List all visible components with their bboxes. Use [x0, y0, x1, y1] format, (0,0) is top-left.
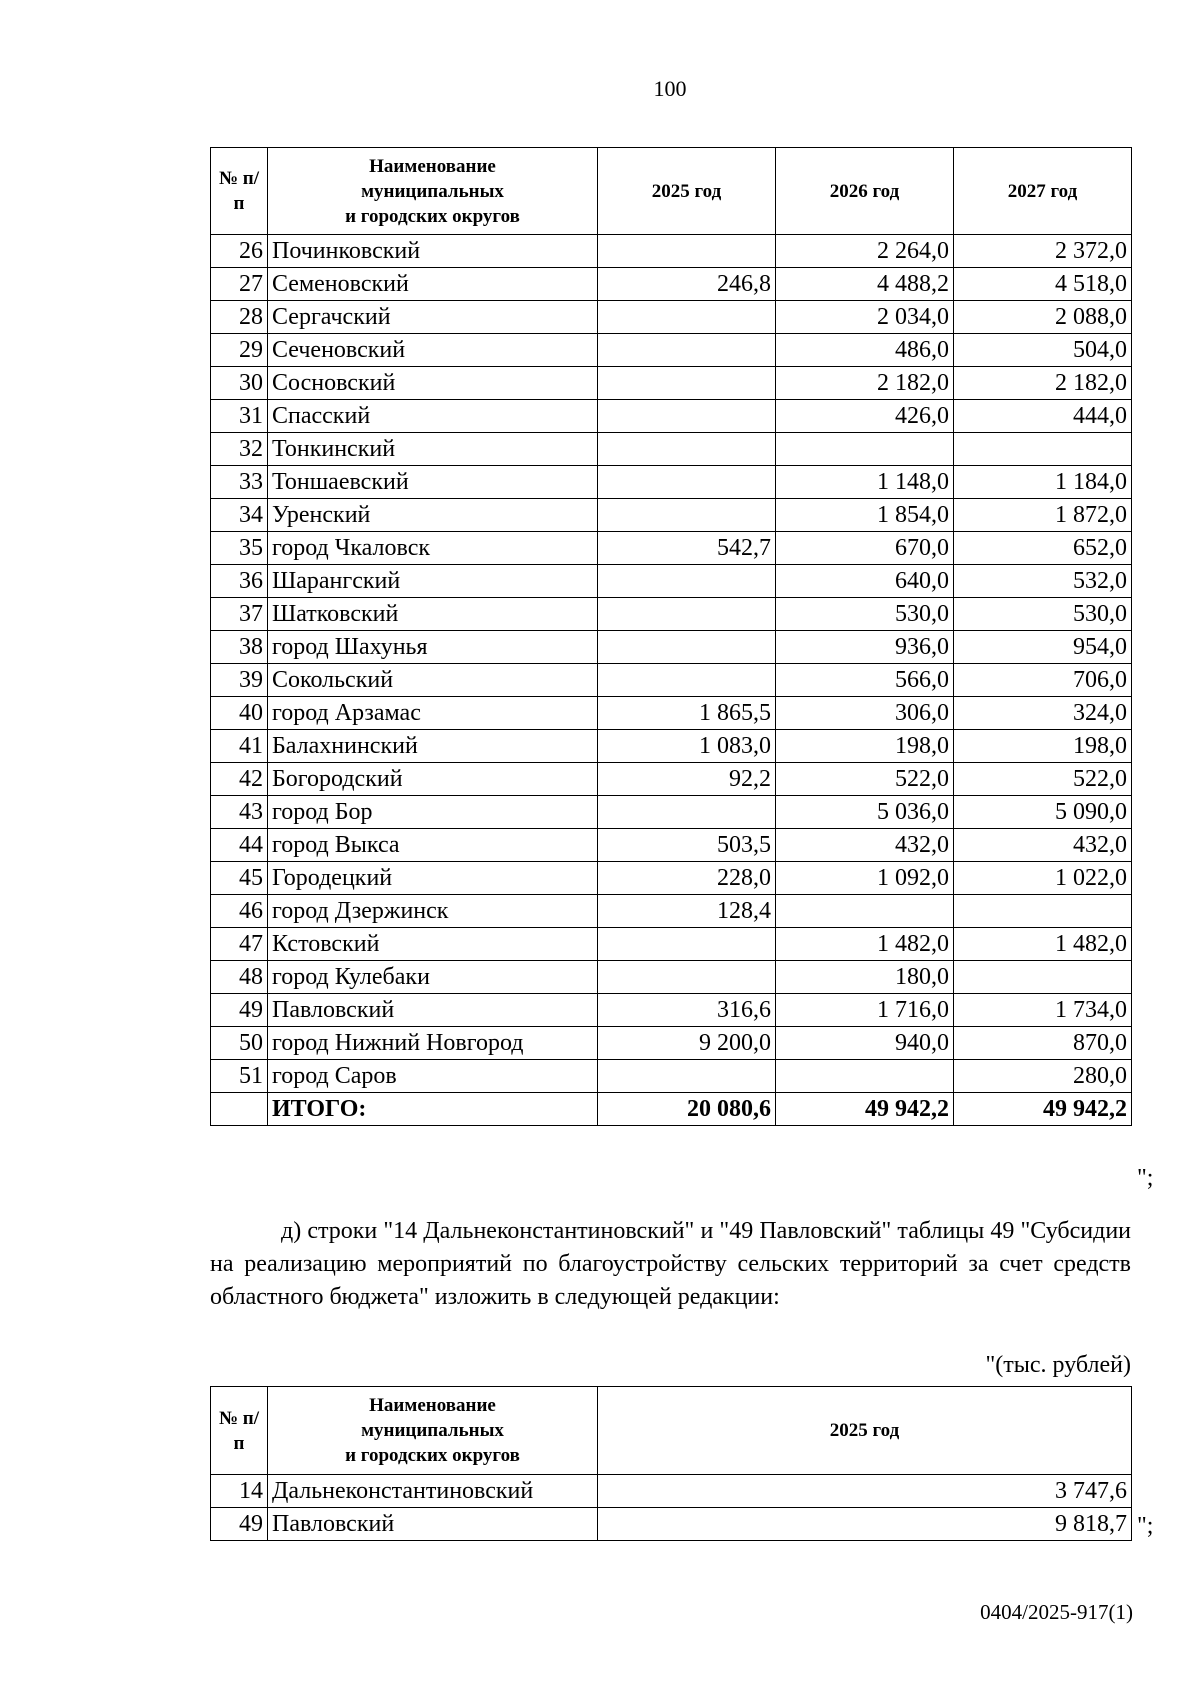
header-name-line2: муниципальных: [361, 1420, 504, 1441]
municipality-name: Дальнеконстантиновский: [268, 1475, 598, 1508]
municipality-name: Городецкий: [268, 862, 598, 895]
row-number: 31: [211, 400, 268, 433]
value-2025: 3 747,6: [598, 1475, 1132, 1508]
municipality-name: Уренский: [268, 499, 598, 532]
value-2027: 2 182,0: [954, 367, 1132, 400]
value-2025: 92,2: [598, 763, 776, 796]
value-2027: 5 090,0: [954, 796, 1132, 829]
row-number: 36: [211, 565, 268, 598]
row-number: 37: [211, 598, 268, 631]
header-name-line1: Наименование: [369, 1395, 496, 1416]
row-number: 49: [211, 1508, 268, 1541]
value-2026: [776, 433, 954, 466]
value-2026: 640,0: [776, 565, 954, 598]
municipality-name: город Саров: [268, 1060, 598, 1093]
municipality-name: Павловский: [268, 1508, 598, 1541]
value-2026: 486,0: [776, 334, 954, 367]
value-2027: 522,0: [954, 763, 1132, 796]
table-row: [211, 466, 1132, 499]
row-number: 47: [211, 928, 268, 961]
row-number: 28: [211, 301, 268, 334]
sub-table-closing-mark: ";: [1137, 1513, 1154, 1539]
value-2025: [598, 400, 776, 433]
table-row: [211, 697, 1132, 730]
value-2026: [776, 895, 954, 928]
table-row: [211, 598, 1132, 631]
value-2027: 1 482,0: [954, 928, 1132, 961]
table-row: [211, 829, 1132, 862]
value-2025: [598, 433, 776, 466]
value-2027: 532,0: [954, 565, 1132, 598]
row-number: 14: [211, 1475, 268, 1508]
value-2025: 246,8: [598, 268, 776, 301]
municipality-name: Сеченовский: [268, 334, 598, 367]
value-2026: 426,0: [776, 400, 954, 433]
table-row: [211, 895, 1132, 928]
value-2025: 228,0: [598, 862, 776, 895]
value-2026: 522,0: [776, 763, 954, 796]
table-row: [211, 664, 1132, 697]
table-row: [211, 796, 1132, 829]
row-number: 46: [211, 895, 268, 928]
municipality-name: Кстовский: [268, 928, 598, 961]
total-label: ИТОГО:: [268, 1093, 598, 1126]
value-2025: [598, 664, 776, 697]
value-2027: 954,0: [954, 631, 1132, 664]
table-row: [211, 862, 1132, 895]
value-2026: 432,0: [776, 829, 954, 862]
table-row: [211, 400, 1132, 433]
table-row: [211, 1475, 1132, 1508]
value-2027: 198,0: [954, 730, 1132, 763]
row-number: 38: [211, 631, 268, 664]
value-2025: [598, 961, 776, 994]
municipality-name: Сергачский: [268, 301, 598, 334]
table-row: [211, 334, 1132, 367]
municipality-name: Сосновский: [268, 367, 598, 400]
value-2026: 566,0: [776, 664, 954, 697]
amendment-text: д) строки "14 Дальнеконстантиновский" и "49 Павловский" таблицы 49 "Субсидии на реализацию мероприятий по благоустройству сельских территорий за счет средств областного бюджета" изложить в следующей редакции:: [210, 1218, 1131, 1310]
value-2025: 9 200,0: [598, 1027, 776, 1060]
value-2027: 432,0: [954, 829, 1132, 862]
row-number: 40: [211, 697, 268, 730]
document-code: 0404/2025-917(1): [980, 1600, 1133, 1624]
value-2027: 1 872,0: [954, 499, 1132, 532]
value-2026: [776, 1060, 954, 1093]
value-2027: 444,0: [954, 400, 1132, 433]
value-2026: 940,0: [776, 1027, 954, 1060]
header-2025: 2025 год: [598, 1387, 1132, 1475]
table-header-row: [211, 148, 1132, 235]
value-2025: 503,5: [598, 829, 776, 862]
table-row: [211, 433, 1132, 466]
main-table-closing-mark: ";: [1137, 1165, 1154, 1191]
row-number: 41: [211, 730, 268, 763]
value-2027: 4 518,0: [954, 268, 1132, 301]
total-2027: 49 942,2: [954, 1093, 1132, 1126]
table-row: [211, 268, 1132, 301]
row-number: 26: [211, 235, 268, 268]
total-2026: 49 942,2: [776, 1093, 954, 1126]
header-name-line3: и городских округов: [345, 205, 520, 227]
table-row: [211, 730, 1132, 763]
municipality-name: Богородский: [268, 763, 598, 796]
value-2026: 530,0: [776, 598, 954, 631]
table-row: [211, 532, 1132, 565]
landscaping-subsidy-table: [210, 1386, 1132, 1541]
value-2026: 4 488,2: [776, 268, 954, 301]
header-name: [268, 1387, 598, 1475]
value-2026: 2 264,0: [776, 235, 954, 268]
value-2027: 2 088,0: [954, 301, 1132, 334]
amendment-paragraph: [210, 1215, 1131, 1314]
header-num: № п/п: [211, 1387, 268, 1475]
row-number: 30: [211, 367, 268, 400]
header-2025: 2025 год: [598, 148, 776, 235]
table-row: [211, 301, 1132, 334]
value-2027: 1 734,0: [954, 994, 1132, 1027]
municipality-name: Шатковский: [268, 598, 598, 631]
municipality-name: город Чкаловск: [268, 532, 598, 565]
value-2026: 936,0: [776, 631, 954, 664]
municipality-name: Сокольский: [268, 664, 598, 697]
table-row: [211, 994, 1132, 1027]
row-number: 51: [211, 1060, 268, 1093]
value-2026: 2 182,0: [776, 367, 954, 400]
row-number: 50: [211, 1027, 268, 1060]
row-number: 34: [211, 499, 268, 532]
value-2027: 870,0: [954, 1027, 1132, 1060]
value-2027: 530,0: [954, 598, 1132, 631]
row-number: 27: [211, 268, 268, 301]
row-number: 32: [211, 433, 268, 466]
table-row: [211, 235, 1132, 268]
value-2025: 1 865,5: [598, 697, 776, 730]
municipality-name: Спасский: [268, 400, 598, 433]
municipality-name: город Нижний Новгород: [268, 1027, 598, 1060]
value-2025: [598, 367, 776, 400]
value-2025: [598, 301, 776, 334]
value-2025: [598, 565, 776, 598]
value-2027: 324,0: [954, 697, 1132, 730]
row-number: 48: [211, 961, 268, 994]
value-2025: [598, 334, 776, 367]
municipality-name: Балахнинский: [268, 730, 598, 763]
table-row: [211, 961, 1132, 994]
value-2027: 1 184,0: [954, 466, 1132, 499]
table-row: [211, 763, 1132, 796]
value-2025: 316,6: [598, 994, 776, 1027]
row-number: 42: [211, 763, 268, 796]
units-note: "(тыс. рублей): [985, 1352, 1131, 1378]
table-row: [211, 1508, 1132, 1541]
municipality-name: Семеновский: [268, 268, 598, 301]
table-row: [211, 1027, 1132, 1060]
header-name-line3: и городских округов: [345, 1445, 520, 1466]
page-number: 100: [653, 76, 687, 101]
municipality-name: город Бор: [268, 796, 598, 829]
value-2026: 198,0: [776, 730, 954, 763]
municipality-name: город Арзамас: [268, 697, 598, 730]
municipality-name: Починковский: [268, 235, 598, 268]
value-2025: [598, 466, 776, 499]
table-row: [211, 631, 1132, 664]
header-2026: 2026 год: [776, 148, 954, 235]
municipality-name: город Выкса: [268, 829, 598, 862]
municipal-subsidy-table: [210, 147, 1132, 1126]
municipality-name: Шарангский: [268, 565, 598, 598]
municipality-name: город Шахунья: [268, 631, 598, 664]
header-name: [268, 148, 598, 235]
value-2025: [598, 235, 776, 268]
municipality-name: Тоншаевский: [268, 466, 598, 499]
header-name-line1: Наименование: [369, 155, 496, 177]
value-2025: 9 818,7: [598, 1508, 1132, 1541]
value-2026: 1 092,0: [776, 862, 954, 895]
value-2025: [598, 928, 776, 961]
row-number: 43: [211, 796, 268, 829]
row-number: 39: [211, 664, 268, 697]
value-2027: 280,0: [954, 1060, 1132, 1093]
value-2027: [954, 433, 1132, 466]
municipality-name: город Дзержинск: [268, 895, 598, 928]
value-2027: 504,0: [954, 334, 1132, 367]
table-row: [211, 499, 1132, 532]
row-number: 33: [211, 466, 268, 499]
total-number-cell: [211, 1093, 268, 1126]
row-number: 44: [211, 829, 268, 862]
value-2027: [954, 961, 1132, 994]
municipality-name: город Кулебаки: [268, 961, 598, 994]
total-2025: 20 080,6: [598, 1093, 776, 1126]
value-2025: 128,4: [598, 895, 776, 928]
value-2025: 1 083,0: [598, 730, 776, 763]
value-2027: [954, 895, 1132, 928]
value-2026: 2 034,0: [776, 301, 954, 334]
row-number: 35: [211, 532, 268, 565]
table-row: [211, 565, 1132, 598]
value-2026: 5 036,0: [776, 796, 954, 829]
value-2025: [598, 499, 776, 532]
value-2025: [598, 796, 776, 829]
table-row: [211, 367, 1132, 400]
value-2026: 180,0: [776, 961, 954, 994]
value-2025: [598, 598, 776, 631]
value-2025: [598, 631, 776, 664]
value-2026: 1 854,0: [776, 499, 954, 532]
municipality-name: Павловский: [268, 994, 598, 1027]
header-2027: 2027 год: [954, 148, 1132, 235]
table-row: [211, 1060, 1132, 1093]
total-row: [211, 1093, 1132, 1126]
row-number: 29: [211, 334, 268, 367]
value-2027: 652,0: [954, 532, 1132, 565]
table-header-row: [211, 1387, 1132, 1475]
value-2026: 306,0: [776, 697, 954, 730]
value-2027: 706,0: [954, 664, 1132, 697]
row-number: 49: [211, 994, 268, 1027]
table-row: [211, 928, 1132, 961]
header-name-line2: муниципальных: [361, 180, 504, 202]
municipality-name: Тонкинский: [268, 433, 598, 466]
value-2026: 1 482,0: [776, 928, 954, 961]
value-2027: 2 372,0: [954, 235, 1132, 268]
value-2026: 1 716,0: [776, 994, 954, 1027]
value-2027: 1 022,0: [954, 862, 1132, 895]
value-2025: [598, 1060, 776, 1093]
header-num: № п/п: [211, 148, 268, 235]
value-2026: 670,0: [776, 532, 954, 565]
row-number: 45: [211, 862, 268, 895]
value-2026: 1 148,0: [776, 466, 954, 499]
value-2025: 542,7: [598, 532, 776, 565]
